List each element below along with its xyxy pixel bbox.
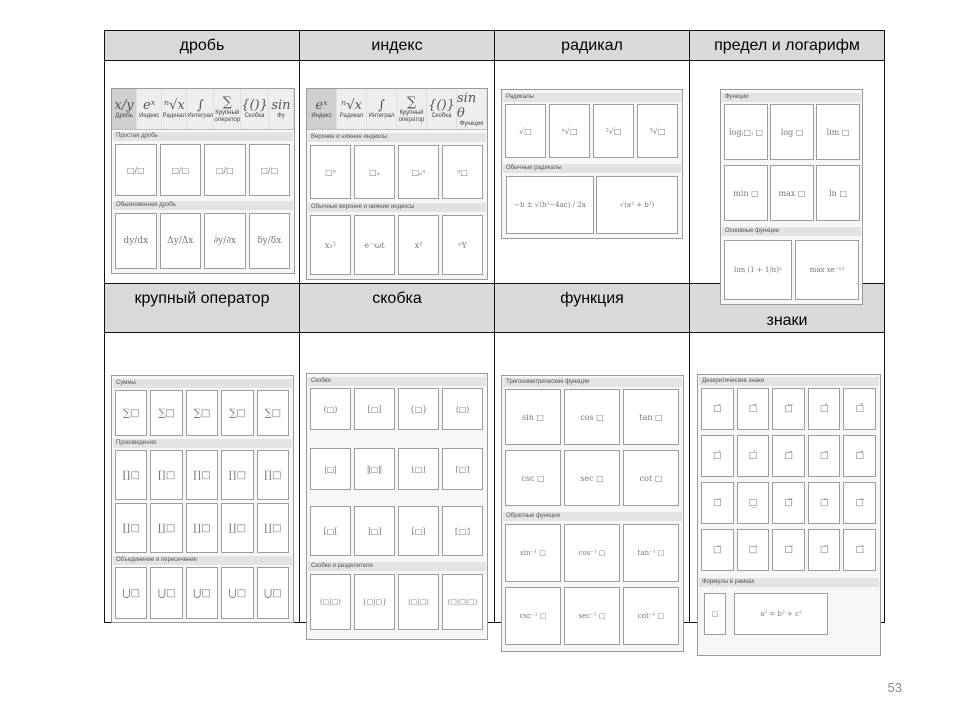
equation-template-button[interactable]: lim (1 + 1/n)ⁿ — [724, 240, 792, 300]
gallery-section-title: Радикалы — [503, 93, 681, 102]
ribbon-button[interactable] — [337, 89, 367, 129]
ribbon-button-icon: eˣ — [315, 98, 328, 113]
equation-template-button[interactable]: cos □ — [564, 389, 620, 445]
ribbon-button[interactable] — [397, 89, 427, 129]
signs-gallery-panel — [697, 374, 881, 656]
equation-template-button[interactable]: [□] — [398, 506, 439, 556]
equation-template-button[interactable]: □̈ — [737, 388, 770, 430]
equation-template-button[interactable]: tan⁻¹ □ — [623, 524, 679, 582]
ribbon-button[interactable] — [137, 89, 162, 129]
header-fraction: дробь — [105, 31, 299, 60]
ribbon-button-icon: ∑ — [406, 94, 417, 110]
equation-template-button[interactable]: □⃖ — [808, 482, 841, 524]
equation-template-button[interactable]: ln □ — [816, 165, 860, 221]
header-function: функция — [495, 284, 689, 332]
ribbon-button[interactable] — [457, 89, 487, 129]
equation-template-button[interactable]: csc⁻¹ □ — [505, 587, 561, 645]
equation-template-button[interactable]: ⟨□|□⟩ — [398, 574, 439, 630]
table-rule — [689, 30, 690, 623]
gallery-section-title: Формулы в рамках — [699, 578, 879, 587]
gallery-section-title: Диакритические знаки — [699, 377, 879, 386]
gallery-section-title: Обычные радикалы — [503, 164, 681, 173]
ribbon-button-label: Радикал — [162, 113, 187, 119]
ribbon-button-label: Интеграл — [368, 113, 395, 119]
ribbon-button-icon: {()} — [428, 98, 455, 113]
equation-template-button[interactable]: x₁² — [310, 215, 351, 275]
equation-template-button[interactable]: ∐□ — [115, 503, 147, 553]
equation-template-button[interactable]: ∐□ — [257, 503, 289, 553]
ribbon-button-label: Крупный оператор — [214, 109, 241, 123]
ribbon-button-icon: {()} — [241, 98, 268, 113]
gallery-section-title: Обычные верхние и нижние индексы — [308, 203, 486, 212]
gallery-section-title: Обратные функции — [503, 512, 682, 521]
equation-template-button[interactable]: {□} — [398, 388, 439, 430]
equation-template-button[interactable]: [□[ — [310, 506, 351, 556]
gallery-section-title: Суммы — [113, 379, 292, 388]
ribbon-button-icon: ⁿ√x — [163, 98, 185, 113]
equation-template-button[interactable]: □ₐ — [354, 145, 395, 199]
equation-template-button[interactable]: e⁻ⁱωt — [354, 215, 395, 275]
equation-template-button[interactable]: □̲ — [737, 482, 770, 524]
gallery-section-title: Тригонометрические функции — [503, 378, 682, 387]
equation-template-button[interactable]: □ — [704, 593, 726, 635]
limit-log-gallery-panel — [720, 89, 863, 305]
equation-template-button[interactable]: □⃑ — [737, 529, 770, 571]
equation-template-button[interactable]: (□|□) — [310, 574, 351, 630]
large-operator-gallery-panel — [111, 375, 294, 623]
equation-template-button[interactable]: ∑□ — [257, 390, 289, 436]
ribbon-button[interactable] — [367, 89, 397, 129]
equation-template-button[interactable]: □ᵃ — [310, 145, 351, 199]
equation-template-button[interactable]: ²√□ — [593, 104, 634, 158]
page-number: 53 — [887, 680, 902, 695]
equation-template-button[interactable]: max xe⁻ˣ² — [795, 240, 859, 300]
equation-template-button[interactable]: log □ — [770, 104, 814, 160]
table-rule — [299, 30, 300, 623]
header-bracket: скобка — [300, 284, 494, 332]
ribbon-button-label: Индекс — [311, 113, 332, 119]
equation-template-button[interactable]: ⋃□ — [150, 567, 182, 619]
equation-template-button[interactable]: □ₐᵃ — [398, 145, 439, 199]
ribbon-button-icon: sin θ — [457, 90, 477, 121]
equation-template-button[interactable]: ∏□ — [115, 450, 147, 500]
function-gallery-panel — [501, 375, 684, 652]
equation-template-button[interactable]: □/□ — [204, 144, 246, 196]
equation-template-button[interactable]: √□ — [505, 104, 546, 158]
ribbon-button-label: Интеграл — [187, 113, 214, 119]
equation-template-button[interactable]: x² — [398, 215, 439, 275]
equation-template-button[interactable]: ³√□ — [637, 104, 678, 158]
equation-template-button[interactable]: ⋃□ — [115, 567, 147, 619]
equation-template-button[interactable]: □̄ — [843, 435, 876, 477]
equation-template-button[interactable]: ⌈□⌉ — [442, 448, 483, 490]
equation-template-button[interactable]: □/□ — [115, 144, 157, 196]
gallery-section-title: Произведения — [113, 439, 292, 448]
header-large-operator: крупный оператор — [105, 284, 299, 332]
ribbon-button-icon: sin — [271, 98, 291, 113]
equation-template-button[interactable]: a² = b² + c² — [734, 593, 828, 635]
ribbon-button[interactable] — [162, 89, 187, 129]
equation-template-button[interactable]: ∑□ — [150, 390, 182, 436]
table-rule — [494, 30, 495, 623]
equation-template-button[interactable]: δy/δx — [249, 213, 291, 269]
equation-template-button[interactable]: ⟨□⟩ — [442, 388, 483, 430]
equation-template-button[interactable]: ⟦□⟧ — [442, 506, 483, 556]
equation-template-button[interactable]: csc □ — [505, 450, 561, 506]
equation-template-button[interactable]: Δy/Δx — [160, 213, 202, 269]
equation-template-button[interactable]: ∐□ — [150, 503, 182, 553]
equation-template-button[interactable]: ⋃□ — [257, 567, 289, 619]
equation-template-button[interactable]: sec □ — [564, 450, 620, 506]
ribbon-button-label: Радикал — [339, 113, 364, 119]
ribbon-button-icon: eˣ — [143, 98, 156, 113]
equation-template-button[interactable]: □/□ — [249, 144, 291, 196]
ribbon-button-icon: ∫ — [196, 98, 204, 113]
equation-template-button[interactable]: □̂ — [808, 388, 841, 430]
equation-template-button[interactable]: □⃗ — [843, 482, 876, 524]
equation-template-button[interactable]: sin □ — [505, 389, 561, 445]
equation-template-button[interactable]: □̃ — [808, 435, 841, 477]
ribbon-button[interactable] — [112, 89, 137, 129]
equation-template-button[interactable]: ⟨□|□|□⟩ — [442, 574, 483, 630]
equation-template-button[interactable]: ⌊□⌋ — [398, 448, 439, 490]
ribbon-button-icon: x/y — [114, 98, 134, 113]
equation-template-button[interactable]: ∏□ — [221, 450, 253, 500]
ribbon-button-label: Скобка — [431, 113, 452, 119]
equation-template-button[interactable]: □̅ — [808, 529, 841, 571]
equation-ribbon — [307, 89, 487, 130]
ribbon-button-icon: ∑ — [222, 94, 232, 110]
equation-template-button[interactable]: ∑□ — [115, 390, 147, 436]
equation-template-button[interactable]: ∏□ — [186, 450, 218, 500]
header-index: индекс — [300, 31, 494, 60]
equation-template-button[interactable]: □⃛ — [772, 388, 805, 430]
bracket-gallery-panel — [306, 373, 488, 640]
equation-template-button[interactable]: √(a² + b²) — [596, 176, 678, 234]
gallery-section-title: Скобки и разделители — [308, 562, 486, 571]
equation-template-button[interactable]: {□|□} — [354, 574, 395, 630]
gallery-section-title: Обыкновенная дробь — [113, 201, 293, 210]
equation-template-button[interactable]: ∐□ — [186, 503, 218, 553]
equation-template-button[interactable]: ⁿ√□ — [549, 104, 590, 158]
equation-template-button[interactable]: |□| — [310, 448, 351, 490]
equation-template-button[interactable]: ⁿY — [442, 215, 483, 275]
ribbon-button[interactable] — [307, 89, 337, 129]
equation-template-button[interactable]: cot⁻¹ □ — [623, 587, 679, 645]
header-signs: знаки — [690, 284, 884, 332]
equation-template-button[interactable]: min □ — [724, 165, 768, 221]
equation-template-button[interactable]: □́ — [701, 435, 734, 477]
ribbon-button-icon: ⁿ√x — [341, 98, 362, 113]
equation-template-button[interactable]: lim □ — [816, 104, 860, 160]
ribbon-button[interactable] — [427, 89, 457, 129]
equation-template-button[interactable]: −b ± √(b²−4ac) / 2a — [506, 176, 594, 234]
equation-template-button[interactable]: ∏□ — [150, 450, 182, 500]
equation-template-button[interactable]: ∑□ — [221, 390, 253, 436]
equation-template-button[interactable]: ‖□‖ — [354, 448, 395, 490]
equation-template-button[interactable]: ᵃ□ — [442, 145, 483, 199]
equation-template-button[interactable]: ⋃□ — [221, 567, 253, 619]
fraction-gallery-panel — [111, 88, 295, 274]
gallery-section-title: Простая дробь — [113, 132, 293, 141]
gallery-section-title: Основные функции — [722, 227, 861, 236]
ribbon-button-label: Скобка — [244, 113, 265, 119]
equation-template-button[interactable]: ∑□ — [186, 390, 218, 436]
ribbon-button-label: Дробь — [115, 113, 133, 119]
equation-template-button[interactable]: [□] — [354, 388, 395, 430]
equation-template-button[interactable]: □̆ — [772, 435, 805, 477]
header-radical: радикал — [495, 31, 689, 60]
equation-template-button[interactable]: sec⁻¹ □ — [564, 587, 620, 645]
ribbon-button[interactable] — [187, 89, 214, 129]
equation-template-button[interactable]: sin⁻¹ □ — [505, 524, 561, 582]
ribbon-button[interactable] — [241, 89, 269, 129]
ribbon-button-label: Фу — [277, 113, 285, 119]
ribbon-button-label: Функция — [459, 120, 484, 127]
equation-template-button[interactable]: dy/dx — [115, 213, 157, 269]
ribbon-button-label: Крупный оператор — [398, 109, 425, 123]
equation-template-button[interactable]: □̌ — [843, 388, 876, 430]
equation-template-button[interactable]: cot □ — [623, 450, 679, 506]
equation-template-button[interactable]: □⃐ — [701, 529, 734, 571]
equation-template-button[interactable]: tan □ — [623, 389, 679, 445]
ribbon-button[interactable] — [269, 89, 294, 129]
gallery-section-title: Верхние и нижние индексы — [308, 133, 486, 142]
equation-template-button[interactable]: □̿ — [701, 482, 734, 524]
equation-template-button[interactable]: ∂y/∂x — [204, 213, 246, 269]
header-limit-log: предел и логарифм — [690, 31, 884, 60]
equation-template-button[interactable]: max □ — [770, 165, 814, 221]
gallery-section-title: Объединение и пересечение — [113, 556, 292, 565]
index-gallery-panel — [306, 88, 488, 280]
equation-template-button[interactable]: □/□ — [160, 144, 202, 196]
equation-template-button[interactable]: ⋃□ — [186, 567, 218, 619]
equation-template-button[interactable]: □⃡ — [772, 482, 805, 524]
ribbon-button[interactable] — [214, 89, 241, 129]
gallery-section-title: Скобки — [308, 377, 486, 386]
equation-template-button[interactable]: (□) — [310, 388, 351, 430]
equation-template-button[interactable]: □̅ — [843, 529, 876, 571]
equation-ribbon — [112, 89, 294, 130]
radical-gallery-panel — [501, 89, 683, 239]
equation-template-button[interactable]: □̇ — [701, 388, 734, 430]
ribbon-button-label: Индекс — [139, 113, 160, 119]
ribbon-button-icon: ∫ — [378, 98, 385, 113]
equation-template-button[interactable]: □̿ — [772, 529, 805, 571]
equation-template-button[interactable]: □̀ — [737, 435, 770, 477]
equation-template-button[interactable]: ∐□ — [221, 503, 253, 553]
equation-template-button[interactable]: ]□] — [354, 506, 395, 556]
equation-template-button[interactable]: log₍□₎ □ — [724, 104, 768, 160]
equation-template-button[interactable]: ∏□ — [257, 450, 289, 500]
gallery-section-title: Функции — [722, 93, 861, 102]
equation-template-button[interactable]: cos⁻¹ □ — [564, 524, 620, 582]
